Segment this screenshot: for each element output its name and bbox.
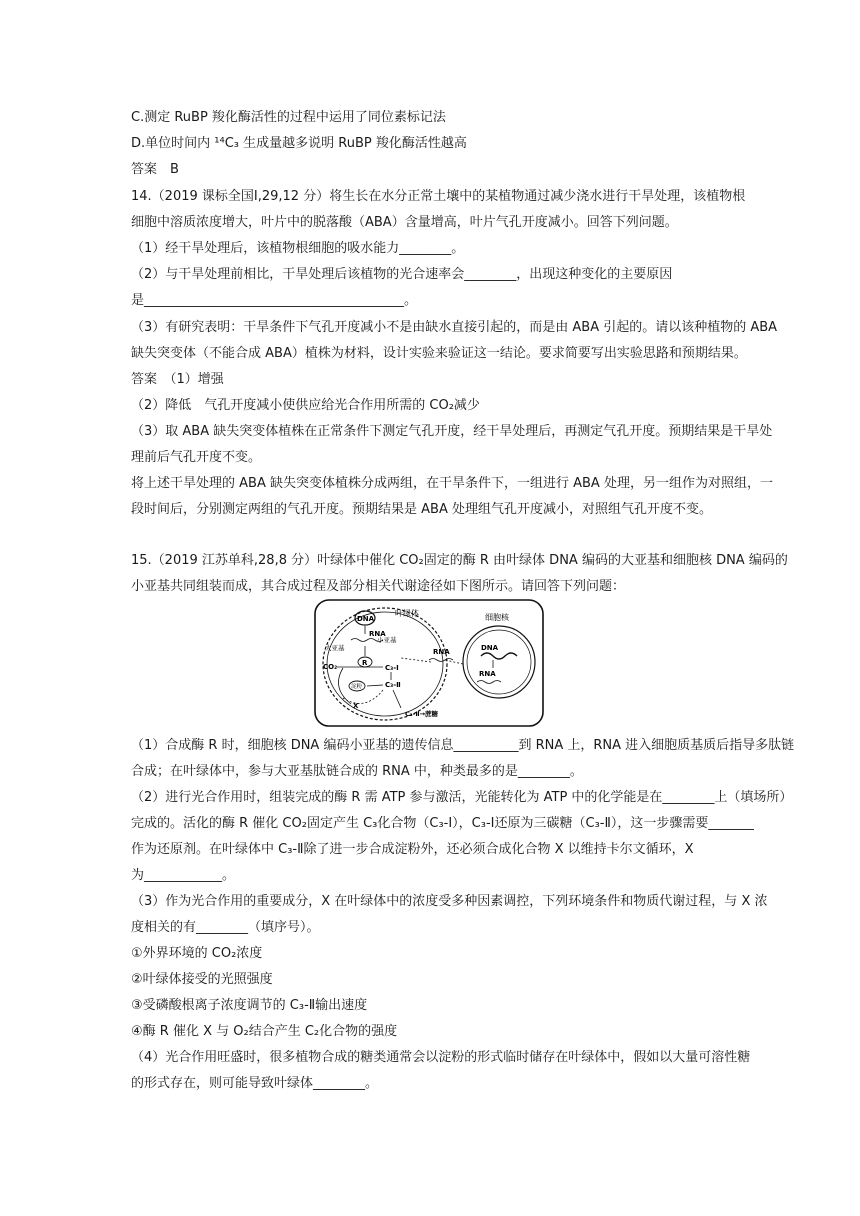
chloroplast-dna-label: DNA xyxy=(357,615,375,623)
question-14-part2: （2）与干旱处理前相比，干旱处理后该植物的光合速率会________，出现这种变化的主要原因 xyxy=(131,267,673,282)
answer-14-part4: 将上述干旱处理的 ABA 缺失突变体植株分成两组，在干旱条件下，一组进行 ABA 处理，另一组作为对照组，一 xyxy=(131,476,773,491)
question-15-part3: （3）作为光合作用的重要成分，X 在叶绿体中的浓度受多种因素调控，下列环境条件和物质代谢过程，与 X 浓 xyxy=(131,894,768,909)
chloroplast-diagram xyxy=(313,598,545,728)
question-15-part2: （2）进行光合作用时，组装完成的酶 R 需 ATP 参与激活，光能转化为 ATP 中的化学能是在________上（填场所） xyxy=(131,790,793,805)
chloroplast-rna-label: RNA xyxy=(369,630,386,638)
answer-14-part1: 答案 （1）增强 xyxy=(131,372,224,387)
question-14-stem-cont: 细胞中溶质浓度增大，叶片中的脱落酸（ABA）含量增高，叶片气孔开度减小。回答下列问题。 xyxy=(131,215,678,230)
question-14-part3: （3）有研究表明：干旱条件下气孔开度减小不是由缺水直接引起的，而是由 ABA 引起的。请以该种植物的 ABA xyxy=(131,320,778,335)
answer-14-part4-cont: 段时间后，分别测定两组的气孔开度。预期结果是 ABA 处理组气孔开度减小，对照组气孔开度不变。 xyxy=(131,502,712,517)
question-14-stem: 14.（2019 课标全国Ⅰ,29,12 分）将生长在水分正常土壤中的某植物通过减少浇水进行干旱处理，该植物根 xyxy=(131,189,746,204)
chloroplast-label: 叶绿体 xyxy=(395,609,419,618)
question-15-part4: （4）光合作用旺盛时，很多植物合成的糖类通常会以淀粉的形式临时储存在叶绿体中，假如以大量可溶性糖 xyxy=(131,1050,751,1065)
answer-14-part3-cont: 理前后气孔开度不变。 xyxy=(131,450,262,465)
large-subunit-label: 大亚基 xyxy=(325,644,345,652)
question-14-part2-cont: 是________________________________________。 xyxy=(131,293,417,308)
option-2: ②叶绿体接受的光照强度 xyxy=(131,972,273,987)
nucleus-rna-label: RNA xyxy=(479,670,496,678)
answer-14-part2: （2）降低 气孔开度减小使供应给光合作用所需的 CO₂减少 xyxy=(131,398,480,413)
co2-label: CO₂ xyxy=(323,663,338,671)
question-15-part1: （1）合成酶 R 时，细胞核 DNA 编码小亚基的遗传信息__________到 RNA 上，RNA 进入细胞质基质后指导多肽链 xyxy=(131,738,795,753)
question-15-part2-cont2: 作为还原剂。在叶绿体中 C₃-Ⅱ除了进一步合成淀粉外，还必须合成化合物 X 以维持卡尔文循环，X xyxy=(131,842,694,857)
c3-2-label: C₃-Ⅱ xyxy=(385,681,401,689)
question-15-part2-cont: 完成的。活化的酶 R 催化 CO₂固定产生 C₃化合物（C₃-Ⅰ），C₃-Ⅰ还原为三碳糖（C₃-Ⅱ），这一步骤需要_______ xyxy=(131,816,754,831)
option-1: ①外界环境的 CO₂浓度 xyxy=(131,946,263,961)
question-15-part2-cont3: 为____________。 xyxy=(131,868,236,883)
cytoplasm-rna-label: RNA xyxy=(433,648,450,656)
x-label: X xyxy=(353,702,359,710)
sucrose-label: C₃-Ⅱ→蔗糖 xyxy=(405,710,439,718)
option-c: C.测定 RuBP 羧化酶活性的过程中运用了同位素标记法 xyxy=(131,110,446,125)
nucleus-label: 细胞核 xyxy=(485,613,509,622)
question-15-stem: 15.（2019 江苏单科,28,8 分）叶绿体中催化 CO₂固定的酶 R 由叶绿体 DNA 编码的大亚基和细胞核 DNA 编码的 xyxy=(131,553,788,568)
question-14-part3-cont: 缺失突变体（不能合成 ABA）植株为材料，设计实验来验证这一结论。要求简要写出实验思路和预期结果。 xyxy=(131,346,747,361)
option-4: ④酶 R 催化 X 与 O₂结合产生 C₂化合物的强度 xyxy=(131,1024,398,1039)
question-15-stem-cont: 小亚基共同组装而成，其合成过程及部分相关代谢途径如下图所示。请回答下列问题： xyxy=(131,579,626,594)
question-15-part4-cont: 的形式存在，则可能导致叶绿体________。 xyxy=(131,1076,379,1091)
option-3: ③受磷酸根离子浓度调节的 C₃-Ⅱ输出速度 xyxy=(131,998,368,1013)
question-15-part3-cont: 度相关的有________（填序号）。 xyxy=(131,920,320,935)
nucleus-dna-label: DNA xyxy=(481,644,499,652)
starch-label: 淀粉 xyxy=(351,684,363,690)
question-15-part1-cont: 合成；在叶绿体中，参与大亚基肽链合成的 RNA 中，种类最多的是________。 xyxy=(131,764,583,779)
enzyme-r-label: R xyxy=(362,659,368,667)
answer-13: 答案 B xyxy=(131,162,179,177)
question-14-part1: （1）经干旱处理后，该植物根细胞的吸水能力________。 xyxy=(131,241,465,256)
c3-1-label: C₃-Ⅰ xyxy=(385,664,399,672)
small-subunit-label: 小亚基 xyxy=(377,636,397,644)
answer-14-part3: （3）取 ABA 缺失突变体植株在正常条件下测定气孔开度，经干旱处理后，再测定气孔开度。预期结果是干旱处 xyxy=(131,424,773,439)
option-d: D.单位时间内 ¹⁴C₃ 生成量越多说明 RuBP 羧化酶活性越高 xyxy=(131,136,467,151)
